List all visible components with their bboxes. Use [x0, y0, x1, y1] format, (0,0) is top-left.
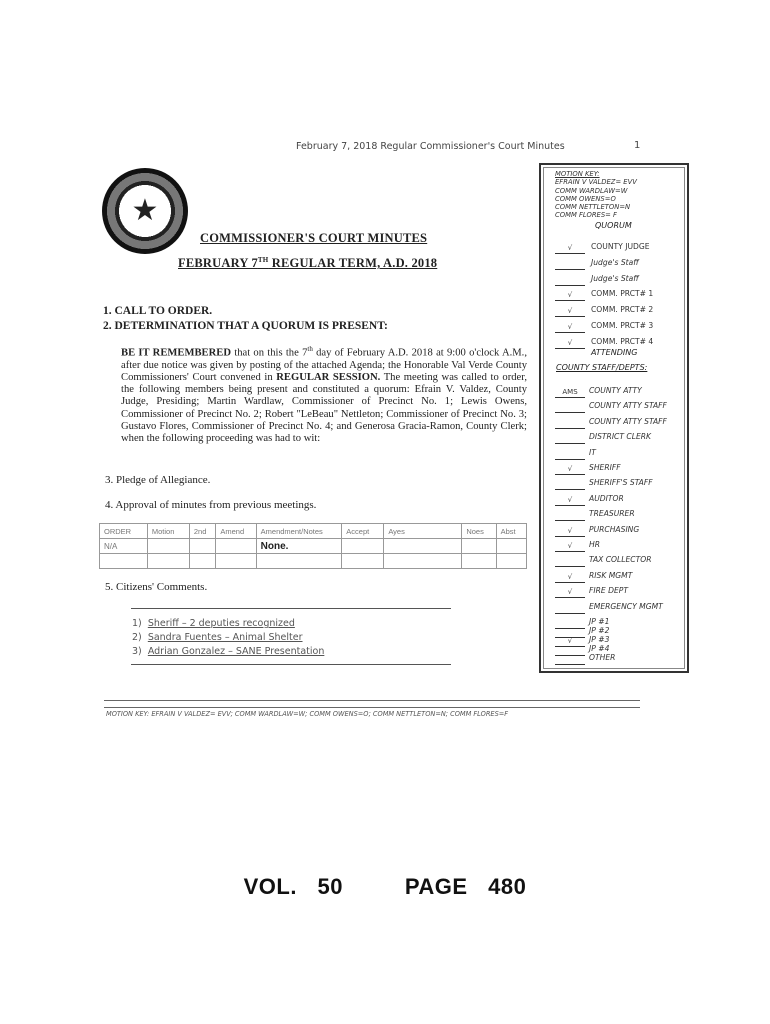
table-cell: [384, 554, 462, 569]
texas-state-seal-icon: ★: [102, 168, 188, 254]
item-approval-minutes: 4. Approval of minutes from previous meetings.: [105, 499, 317, 511]
attendance-row: [555, 331, 685, 349]
attendance-label: TREASURER: [589, 509, 635, 519]
table-row: [100, 554, 527, 569]
item-pledge: 3. Pledge of Allegiance.: [105, 474, 211, 486]
page-header: February 7, 2018 Regular Commissioner's Court Minutes: [296, 141, 565, 152]
table-header-cell: Amend: [216, 524, 256, 539]
attendance-label: COUNTY ATTY STAFF: [589, 401, 667, 411]
volume-page-stamp: VOL. 50 PAGE 480: [243, 874, 527, 899]
document-subtitle: FEBRUARY 7TH REGULAR TERM, A.D. 2018: [178, 256, 438, 271]
attendance-mark: [555, 655, 585, 665]
attendance-label: COMM. PRCT# 4: [591, 336, 654, 346]
attendance-label: AUDITOR: [589, 493, 624, 503]
attendance-label: TAX COLLECTOR: [589, 555, 652, 565]
section-call-to-order: 1. CALL TO ORDER.: [103, 305, 213, 317]
attendance-panel: [539, 163, 689, 673]
attendance-label: COUNTY ATTY: [589, 386, 642, 395]
table-cell: [384, 539, 462, 554]
attendance-mark: √: [555, 588, 585, 598]
table-cell: [462, 554, 496, 569]
attendance-mark: √: [555, 527, 585, 537]
table-header-cell: 2nd: [189, 524, 216, 539]
table-header-cell: Motion: [147, 524, 189, 539]
quorum-heading: QUORUM: [595, 221, 632, 230]
table-cell: [496, 554, 526, 569]
section-quorum: 2. DETERMINATION THAT A QUORUM IS PRESENT:: [103, 320, 388, 332]
table-cell: [147, 554, 189, 569]
attendance-label: Judge's Staff: [591, 273, 639, 283]
table-header-row: [100, 524, 527, 539]
attendance-label: RISK MGMT: [589, 570, 633, 580]
attendance-label: FIRE DEPT: [589, 586, 628, 596]
attendance-label: COUNTY ATTY STAFF: [589, 416, 667, 426]
attendance-mark: √: [555, 307, 585, 317]
table-cell: [100, 554, 148, 569]
attendance-label: JP #2: [589, 625, 610, 635]
table-cell: N/A: [100, 539, 148, 554]
motion-key-block: MOTION KEY: EFRAIN V VALDEZ= EVV COMM WARDLAW=W COMM OWENS=O COMM NETTLETON=N COMM FLORES= F: [555, 170, 637, 220]
table-cell: [189, 539, 216, 554]
table-cell: [256, 554, 342, 569]
attendance-mark: √: [555, 496, 585, 506]
attendance-label: SHERIFF: [589, 463, 621, 472]
attendance-label: EMERGENCY MGMT: [589, 601, 663, 611]
attendance-label: COMM. PRCT# 2: [591, 305, 654, 315]
table-cell: [216, 554, 256, 569]
document-title: COMMISSIONER'S COURT MINUTES: [200, 231, 428, 245]
attendance-label: OTHER: [589, 653, 616, 663]
attendance-mark: √: [555, 542, 585, 552]
attendance-mark: AMS: [555, 388, 585, 398]
table-header-cell: Noes: [462, 524, 496, 539]
list-item: 3) Adrian Gonzalez – SANE Presentation: [132, 646, 325, 657]
table-cell: None.: [256, 539, 342, 554]
divider: [131, 664, 451, 665]
staff-heading: COUNTY STAFF/DEPTS:: [556, 363, 648, 372]
attendance-label: JP #1: [589, 616, 610, 626]
list-item: 1) Sheriff – 2 deputies recognized: [132, 618, 295, 629]
attendance-row: [555, 647, 685, 665]
attendance-label: JP #3: [589, 635, 610, 644]
table-header-cell: Accept: [342, 524, 384, 539]
table-cell: [216, 539, 256, 554]
attendance-mark: √: [555, 573, 585, 583]
footer-divider: [104, 700, 640, 708]
attendance-label: COUNTY JUDGE: [591, 242, 650, 251]
table-cell: [462, 539, 496, 554]
table-cell: [147, 539, 189, 554]
attendance-mark: √: [555, 465, 585, 475]
table-header-cell: Amendment/Notes: [256, 524, 342, 539]
table-cell: [342, 539, 384, 554]
table-row: [100, 539, 527, 554]
attendance-label: JP #4: [589, 644, 610, 654]
attendance-label: Judge's Staff: [591, 257, 639, 267]
table-cell: [189, 554, 216, 569]
attendance-label: COMM. PRCT# 3: [591, 321, 654, 330]
item-citizens-comments: 5. Citizens' Comments.: [105, 581, 208, 593]
list-item: 2) Sandra Fuentes – Animal Shelter: [132, 632, 303, 643]
attendance-mark: √: [555, 244, 585, 254]
attendance-label: HR: [589, 540, 600, 549]
attendance-label: IT: [589, 447, 596, 457]
attendance-mark: √: [555, 637, 585, 647]
attending-heading: ATTENDING: [591, 348, 638, 357]
attendance-mark: √: [555, 291, 585, 301]
page-number: 1: [634, 140, 641, 151]
table-cell: [342, 554, 384, 569]
table-header-cell: ORDER: [100, 524, 148, 539]
attendance-label: COMM. PRCT# 1: [591, 289, 654, 299]
table-header-cell: Ayes: [384, 524, 462, 539]
table-header-cell: Abst: [496, 524, 526, 539]
quorum-paragraph: BE IT REMEMBERED that on this the 7th day of February A.D. 2018 at 9:00 o'clock A.M., after due notice was given by posting of the attached Agenda; the Honorable Val Verde County Commissioners' Court convened in REGULAR SESSION. The meeting was called to order, the following members being present and constituted a quorum: Efrain V. Valdez, County Judge, Presiding; Martin Wardlaw, Commissioner of Precinct No. 1; Lewis Owens, Commissioner of Precinct No. 2; Robert "LeBeau" Nettleton; Commissioner of Precinct No. 3; Gustavo Flores, Commissioner of Precinct No. 4; and Generosa Gracia-Ramon, County Clerk; when the following proceeding was had to wit:: [121, 345, 527, 444]
footer-motion-key: MOTION KEY: EFRAIN V VALDEZ= EVV; COMM WARDLAW=W; COMM OWENS=O; COMM NETTLETON=N; COMM FLORES=F: [106, 710, 509, 718]
attendance-label: PURCHASING: [589, 524, 640, 534]
table-cell: [496, 539, 526, 554]
attendance-label: DISTRICT CLERK: [589, 432, 652, 442]
attendance-label: SHERIFF'S STAFF: [589, 478, 653, 488]
motion-table: [99, 523, 527, 569]
attendance-mark: √: [555, 323, 585, 333]
attendance-mark: √: [555, 339, 585, 349]
divider: [131, 608, 451, 609]
